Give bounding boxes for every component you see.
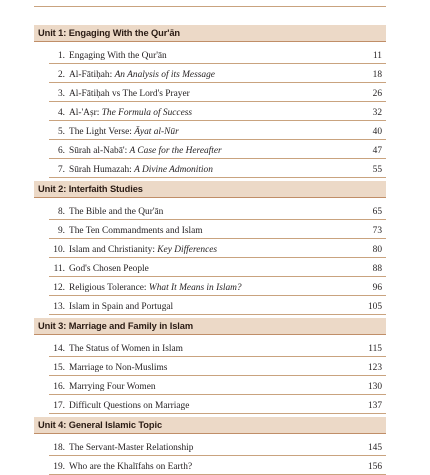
toc-entry[interactable] (49, 121, 386, 140)
entry-title-main: Sūrah Humazah: (69, 165, 135, 175)
entry-title (69, 127, 179, 137)
entry-title-main: Marriage to Non-Muslims (69, 363, 168, 373)
entry-page-number: 80 (372, 245, 382, 255)
entry-page-number: 26 (372, 89, 382, 99)
entry-title (69, 344, 183, 354)
entry-page-number: 55 (372, 165, 382, 175)
entry-title-main: God's Chosen People (69, 264, 149, 274)
entry-subtitle: A Case for the Hereafter (129, 146, 222, 156)
toc-entry[interactable] (49, 64, 386, 83)
unit-header (34, 181, 386, 198)
entry-title-main: Al-'Aṣr: (69, 108, 102, 118)
entry-number: 17. (53, 401, 65, 411)
entry-title (69, 443, 193, 453)
entry-number: 8. (57, 207, 65, 217)
entry-number: 9. (57, 226, 65, 236)
entry-number: 1. (57, 51, 65, 61)
entry-page-number: 18 (372, 70, 382, 80)
toc-entry[interactable] (49, 102, 386, 121)
entry-title-main: Islam in Spain and Portugal (69, 302, 174, 312)
entry-title (69, 207, 163, 217)
entry-page-number: 96 (372, 283, 382, 293)
toc-entry[interactable] (49, 258, 386, 277)
toc-entry[interactable] (49, 83, 386, 102)
entry-page-number: 145 (367, 443, 382, 453)
entry-page-number: 123 (367, 363, 382, 373)
entry-page-number: 73 (372, 226, 382, 236)
entry-title-main: The Bible and the Qur'ān (69, 207, 164, 217)
entry-title (69, 70, 215, 80)
entry-number: 14. (53, 344, 65, 354)
toc-entry[interactable] (49, 277, 386, 296)
entry-number: 5. (57, 127, 65, 137)
entry-title (69, 108, 192, 118)
entry-number: 3. (57, 89, 65, 99)
entry-title (69, 245, 217, 255)
entry-title-main: The Status of Women in Islam (69, 344, 183, 354)
entry-title-main: Al-Fātiḥah vs The Lord's Prayer (69, 89, 190, 99)
toc-entry[interactable] (49, 376, 386, 395)
entry-title-main: The Light Verse: (69, 127, 135, 137)
entry-title-main: The Servant-Master Relationship (69, 443, 194, 453)
entry-number: 11. (53, 264, 65, 274)
entry-title (69, 363, 167, 373)
entry-page-number: 32 (372, 108, 382, 118)
entry-title-main: Engaging With the Qur'ān (69, 51, 167, 61)
entry-title (69, 264, 149, 274)
entry-subtitle: Āyat al-Nūr (134, 127, 179, 137)
entry-title-main: Islam and Christianity: (69, 245, 158, 255)
entry-title (69, 51, 167, 61)
entry-title-main: Religious Tolerance: (69, 283, 149, 293)
entry-number: 19. (53, 462, 65, 472)
entry-title (69, 302, 173, 312)
top-divider (34, 6, 386, 7)
toc-entry[interactable] (49, 357, 386, 376)
entry-page-number: 11 (372, 51, 382, 61)
entry-number: 2. (57, 70, 65, 80)
entry-title-main: Marrying Four Women (69, 382, 156, 392)
entry-number: 12. (53, 283, 65, 293)
unit-title: Unit 1: Engaging With the Qur'ān (38, 28, 180, 38)
entry-page-number: 88 (372, 264, 382, 274)
entry-number: 18. (53, 443, 65, 453)
entry-subtitle: A Divine Admonition (134, 165, 213, 175)
toc-entry[interactable] (49, 140, 386, 159)
entry-title (69, 401, 189, 411)
entry-page-number: 156 (367, 462, 382, 472)
entry-title-main: Who are the Khalīfahs on Earth? (69, 462, 193, 472)
toc-entry[interactable] (49, 201, 386, 220)
entry-page-number: 137 (367, 401, 382, 411)
toc-list (34, 25, 386, 475)
entry-page-number: 47 (372, 146, 382, 156)
entry-title (69, 165, 213, 175)
toc-entry[interactable] (49, 239, 386, 258)
unit-title: Unit 2: Interfaith Studies (38, 184, 143, 194)
entry-subtitle: The Formula of Success (101, 108, 193, 118)
entry-number: 10. (53, 245, 65, 255)
entry-page-number: 105 (367, 302, 382, 312)
entry-number: 7. (57, 165, 65, 175)
toc-entry[interactable] (49, 45, 386, 64)
entry-subtitle: Key Differences (157, 245, 218, 255)
entry-title (69, 382, 156, 392)
toc-entry[interactable] (49, 395, 386, 414)
entry-number: 15. (53, 363, 65, 373)
entry-title (69, 283, 242, 293)
entry-number: 16. (53, 382, 65, 392)
entry-subtitle: What It Means in Islam? (148, 283, 242, 293)
entry-title (69, 462, 192, 472)
entry-title (69, 89, 190, 99)
unit-header (34, 25, 386, 42)
entry-title (69, 226, 203, 236)
entry-title-main: The Ten Commandments and Islam (69, 226, 203, 236)
unit-title: Unit 3: Marriage and Family in Islam (38, 321, 194, 331)
entry-subtitle: An Analysis of its Message (114, 70, 215, 80)
entry-page-number: 40 (372, 127, 382, 137)
entry-number: 13. (53, 302, 65, 312)
entry-title-main: Difficult Questions on Marriage (69, 401, 190, 411)
entry-page-number: 65 (372, 207, 382, 217)
entry-title-main: Sūrah al-Nabā': (69, 146, 130, 156)
entry-page-number: 115 (368, 344, 382, 354)
toc-entry[interactable] (49, 338, 386, 357)
entry-title (69, 146, 222, 156)
toc-entry[interactable] (49, 437, 386, 456)
toc-entry[interactable] (49, 220, 386, 239)
entry-number: 6. (57, 146, 65, 156)
toc-entry[interactable] (49, 296, 386, 315)
entry-number: 4. (57, 108, 65, 118)
unit-header (34, 318, 386, 335)
entry-title-main: Al-Fātiḥah: (69, 70, 115, 80)
unit-title: Unit 4: General Islamic Topic (38, 420, 163, 430)
entry-page-number: 130 (367, 382, 382, 392)
toc-entry[interactable] (49, 159, 386, 178)
toc-entry[interactable] (49, 456, 386, 475)
unit-header (34, 417, 386, 434)
